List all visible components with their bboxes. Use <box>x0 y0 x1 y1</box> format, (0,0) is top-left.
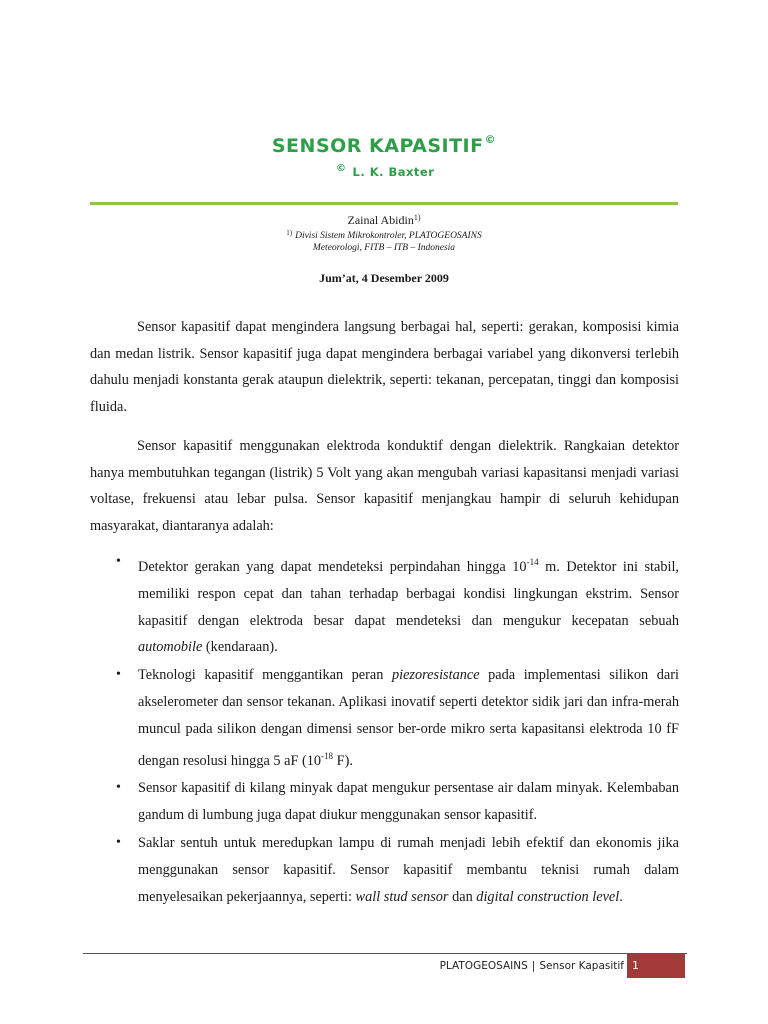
exponent: -14 <box>526 557 539 567</box>
paragraph-1-text: Sensor kapasitif dapat mengindera langsung berbagai hal, seperti: gerakan, komposisi kimia dan medan listrik. Sensor kapasitif juga dapat mengindera berbagai variabel yang dikonversi terlebih dahulu menjadi konstanta gerak ataupun dielektrik, seperti: tekanan, percepatan, tinggi dan komposisi fluida. <box>90 319 679 415</box>
bullet-icon: • <box>116 667 121 683</box>
footer-divider <box>83 953 687 954</box>
bullet-icon: • <box>116 834 121 850</box>
paragraph-2 <box>90 433 679 539</box>
footer-separator: | <box>531 960 536 972</box>
application-list <box>90 549 679 911</box>
document-title <box>272 133 496 157</box>
list-item: • Sensor kapasitif di kilang minyak dapat mengukur persentase air dalam minyak. Kelembaban gandum di lumbung juga dapat diukur menggunakan sensor kapasitif. <box>90 775 679 829</box>
byline-name <box>0 213 768 228</box>
bullet-icon: • <box>116 780 121 796</box>
copyright-mark-author: © <box>336 163 347 174</box>
author-name: L. K. Baxter <box>352 165 435 179</box>
title-block <box>0 133 768 157</box>
title-divider <box>90 202 678 205</box>
footer-org: PLATOGEOSAINS <box>439 960 528 972</box>
footer-doc-title: Sensor Kapasitif <box>539 960 624 972</box>
footer-label <box>440 957 624 975</box>
paragraph-1 <box>90 314 679 420</box>
bullet-icon: • <box>116 554 121 569</box>
original-author <box>336 163 434 179</box>
paragraph-2-text: Sensor kapasitif menggunakan elektroda konduktif dengan dielektrik. Rangkaian detektor hanya membutuhkan tegangan (listrik) 5 Volt yang akan mengubah variasi kapasitansi menjadi variasi voltase, frekuensi atau lebar pulsa. Sensor kapasitif menjangkau hampir di seluruh kehidupan masyarakat, diantaranya adalah: <box>90 438 679 534</box>
writer-footnote-mark: 1) <box>413 213 421 222</box>
document-date: Jum’at, 4 Desember 2009 <box>319 271 449 285</box>
italic-term: digital construction level <box>476 888 620 905</box>
list-item: • Detektor gerakan yang dapat mendeteksi perpindahan hingga $10^{-14}$ m. Detektor ini stabil, memiliki respon cepat dan tahan terhadap berbagai kondisi lingkungan ekstrim. Sensor kapasitif dengan elektroda besar dapat mendeteksi dan mengukur kecepatan sebuah automobile (kendaraan). <box>90 549 679 661</box>
page-number: 1 <box>627 954 685 978</box>
exponent: -18 <box>321 750 334 761</box>
copyright-mark: © <box>484 133 497 146</box>
italic-term: piezoresistance <box>391 667 480 684</box>
list-item: • Teknologi kapasitif menggantikan peran piezoresistance pada implementasi silikon dari akselerometer dan sensor tekanan. Aplikasi inovatif seperti detektor sidik jari dan infra-merah muncul pada silikon dengan dimensi sensor ber-orde mikro serta kapasitansi elektroda 10 fF dengan resolusi hingga 5 aF ($10^{-18}$ F). <box>90 662 679 774</box>
italic-term: wall stud sensor <box>355 888 449 905</box>
affiliation-line-2: Meteorologi, FITB – ITB – Indonesia <box>312 243 456 253</box>
writer-name: Zainal Abidin <box>347 213 414 227</box>
affiliation-line-1 <box>0 229 768 241</box>
affiliation-mark: 1) <box>286 229 293 237</box>
affiliation-text-1: Divisi Sistem Mikrokontroler, PLATOGEOSAINS <box>295 231 482 241</box>
italic-term: automobile <box>138 639 203 656</box>
title-text: SENSOR KAPASITIF <box>271 135 484 157</box>
list-item: • Saklar sentuh untuk meredupkan lampu di rumah menjadi lebih efektif dan ekonomis jika menggunakan sensor kapasitif. Sensor kapasitif membantu teknisi rumah dalam menyelesaikan pekerjaannya, seperti: wall stud sensor dan digital construction level. <box>90 830 679 910</box>
